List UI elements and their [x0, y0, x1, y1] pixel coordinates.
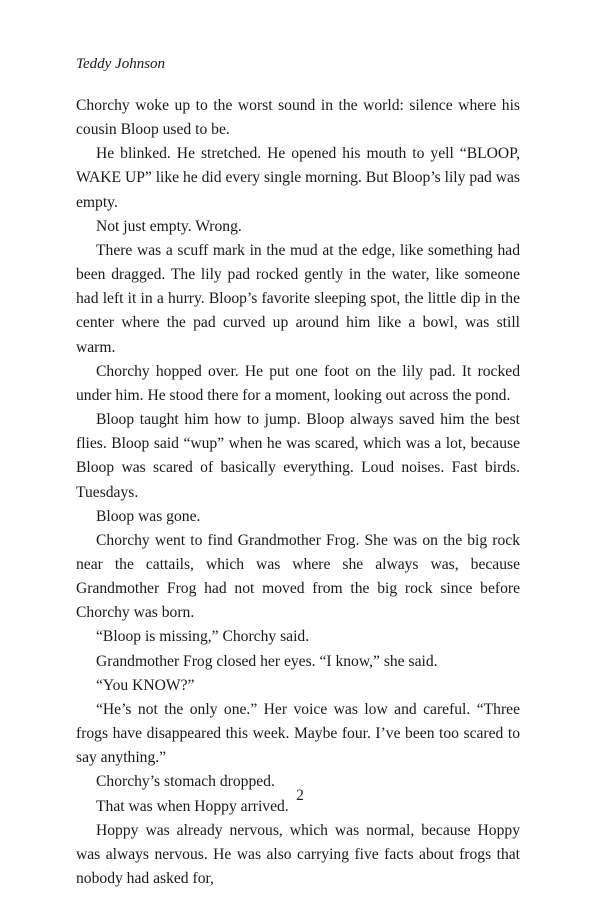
- paragraph: Chorchy hopped over. He put one foot on the lily pad. It rocked under him. He stood there for a moment, looking out across the pond.: [76, 362, 520, 404]
- paragraph: He blinked. He stretched. He opened his mouth to yell “BLOOP, WAKE UP” like he did every single morning. But Bloop’s lily pad was empty.: [76, 145, 520, 211]
- paragraph: Bloop was gone.: [96, 507, 201, 525]
- paragraph: “You KNOW?”: [96, 676, 195, 694]
- paragraph: “He’s not the only one.” Her voice was low and careful. “Three frogs have disappeared this week. Maybe four. I’ve been too scared to say anything.”: [76, 700, 520, 767]
- body-text: [76, 94, 520, 891]
- page-number: 2: [296, 787, 304, 804]
- paragraph: There was a scuff mark in the mud at the edge, like something had been dragged. The lily pad rocked gently in the water, like someone had left it in a hurry. Bloop’s favorite sleeping spot, the little dip in the center where the pad curved up around him like a bowl, was still warm.: [76, 241, 520, 356]
- paragraph: Chorchy woke up to the worst sound in the world: silence where his cousin Bloop used to be.: [76, 97, 520, 139]
- paragraph: Bloop taught him how to jump. Bloop always saved him the best flies. Bloop said “wup” when he was scared, which was a lot, because Bloop was scared of basically everything. Loud noises. Fast birds. Tuesdays.: [76, 411, 520, 501]
- running-head-author: Teddy Johnson: [76, 56, 166, 72]
- paragraph: Not just empty. Wrong.: [96, 217, 242, 235]
- paragraph: Hoppy was already nervous, which was normal, because Hoppy was always nervous. He was also carrying five facts about frogs that nobody had asked for,: [76, 821, 520, 887]
- paragraph: That was when Hoppy arrived.: [96, 797, 289, 815]
- paragraph: Chorchy’s stomach dropped.: [96, 773, 275, 791]
- paragraph: Chorchy went to find Grandmother Frog. She was on the big rock near the cattails, which was where she always was, because Grandmother Frog had not moved from the big rock since before Chorchy was born.: [76, 531, 520, 622]
- paragraph: Grandmother Frog closed her eyes. “I know,” she said.: [96, 652, 438, 670]
- paragraph: “Bloop is missing,” Chorchy said.: [96, 628, 310, 646]
